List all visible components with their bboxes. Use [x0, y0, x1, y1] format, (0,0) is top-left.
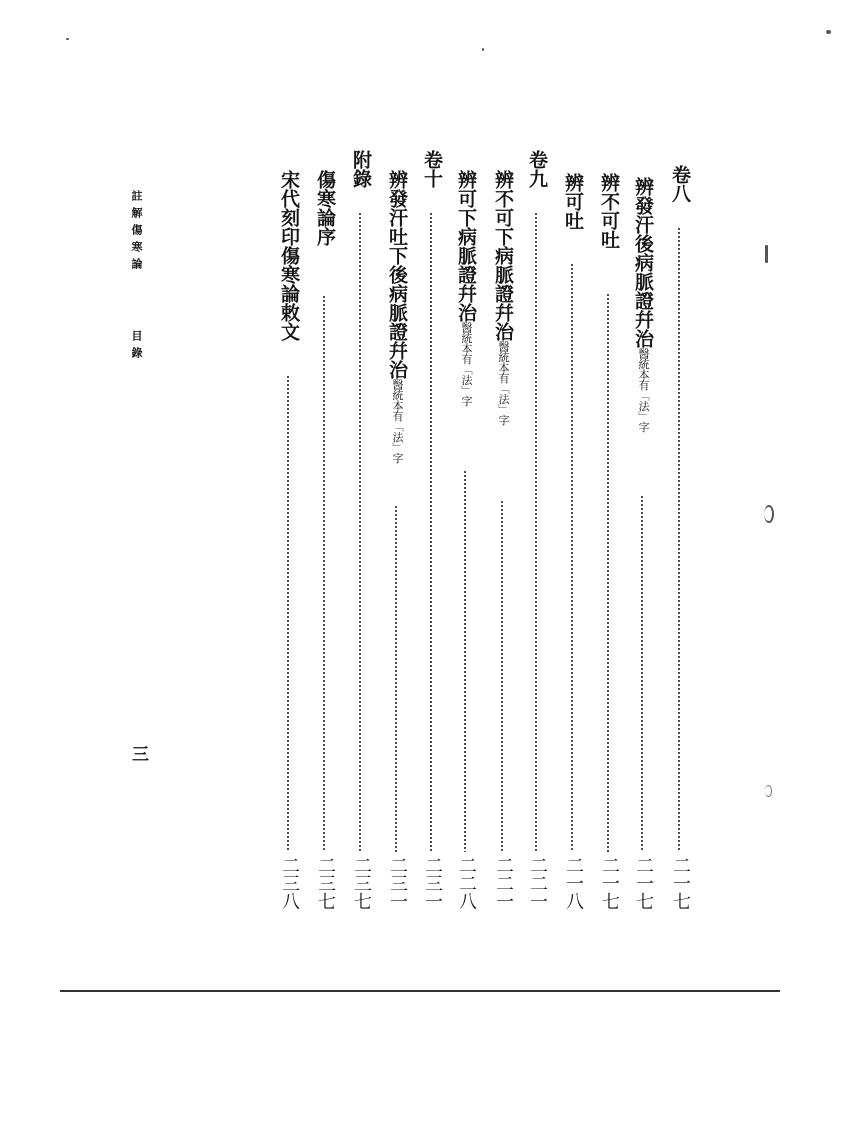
entry-page: 二一七 [670, 856, 691, 910]
entry-note: 醫統本有「法」字 [637, 348, 650, 432]
toc-entry [522, 150, 552, 910]
entry-page: 二二八 [456, 856, 477, 910]
toc-entry [665, 165, 695, 910]
entry-note: 醫統本有「法」字 [460, 322, 473, 406]
scan-speck [482, 48, 484, 51]
entry-page: 二三七 [315, 856, 336, 910]
scan-speck [66, 38, 69, 40]
leader-dots [571, 263, 573, 852]
leader-dots [641, 495, 643, 852]
toc-entry [628, 165, 658, 910]
entry-page: 二一八 [563, 856, 584, 910]
entry-title: 卷十 [421, 150, 443, 188]
entry-title: 卷九 [526, 150, 548, 188]
section-label: 目錄 [130, 330, 143, 364]
toc-entry [274, 165, 304, 910]
toc-entry [310, 165, 340, 910]
leader-dots [287, 375, 289, 852]
entry-title: 傷寒論序 [314, 170, 336, 246]
entry-title: 卷八 [669, 165, 691, 203]
entry-page: 二二一 [527, 856, 548, 910]
leader-dots [607, 293, 609, 852]
toc-entry [594, 165, 624, 910]
book-title: 註解傷寒論 [130, 190, 143, 275]
toc-entry [382, 165, 412, 910]
leader-dots [535, 212, 537, 852]
entry-note: 醫統本有「法」字 [391, 379, 404, 463]
scan-speck [765, 245, 768, 263]
entry-title: 附錄 [350, 150, 372, 188]
entry-title: 辨可下病脈證幷治 [455, 170, 477, 322]
entry-page: 二三八 [279, 856, 300, 910]
entry-page: 二三一 [387, 856, 408, 910]
leader-dots [359, 212, 361, 852]
entry-page: 二一七 [633, 856, 654, 910]
scan-speck [826, 30, 831, 34]
leader-dots [501, 500, 503, 852]
entry-title: 宋代刻印傷寒論敕文 [278, 170, 300, 341]
toc-entry [451, 165, 481, 910]
entry-title: 辨發汗後病脈證幷治 [632, 177, 654, 348]
toc-entry [558, 165, 588, 910]
page-number: 三 [128, 745, 148, 762]
toc-entry [488, 165, 518, 910]
leader-dots [323, 295, 325, 852]
scan-speck [765, 785, 772, 797]
leader-dots [678, 227, 680, 852]
toc-entry [417, 150, 447, 910]
leader-dots [430, 212, 432, 852]
scan-speck [764, 505, 774, 523]
entry-note: 醫統本有「法」字 [497, 341, 510, 425]
leader-dots [395, 505, 397, 852]
entry-title: 辨不可吐 [598, 173, 620, 249]
entry-title: 辨不可下病脈證幷治 [492, 170, 514, 341]
entry-title: 辨發汗吐下後病脈證幷治 [386, 170, 408, 379]
bottom-rule [60, 990, 780, 992]
entry-page: 二一七 [599, 856, 620, 910]
toc-entry [346, 150, 376, 910]
leader-dots [464, 470, 466, 852]
entry-title: 辨可吐 [562, 173, 584, 230]
entry-page: 二二一 [493, 856, 514, 910]
entry-page: 二三一 [422, 856, 443, 910]
entry-page: 二三七 [351, 856, 372, 910]
